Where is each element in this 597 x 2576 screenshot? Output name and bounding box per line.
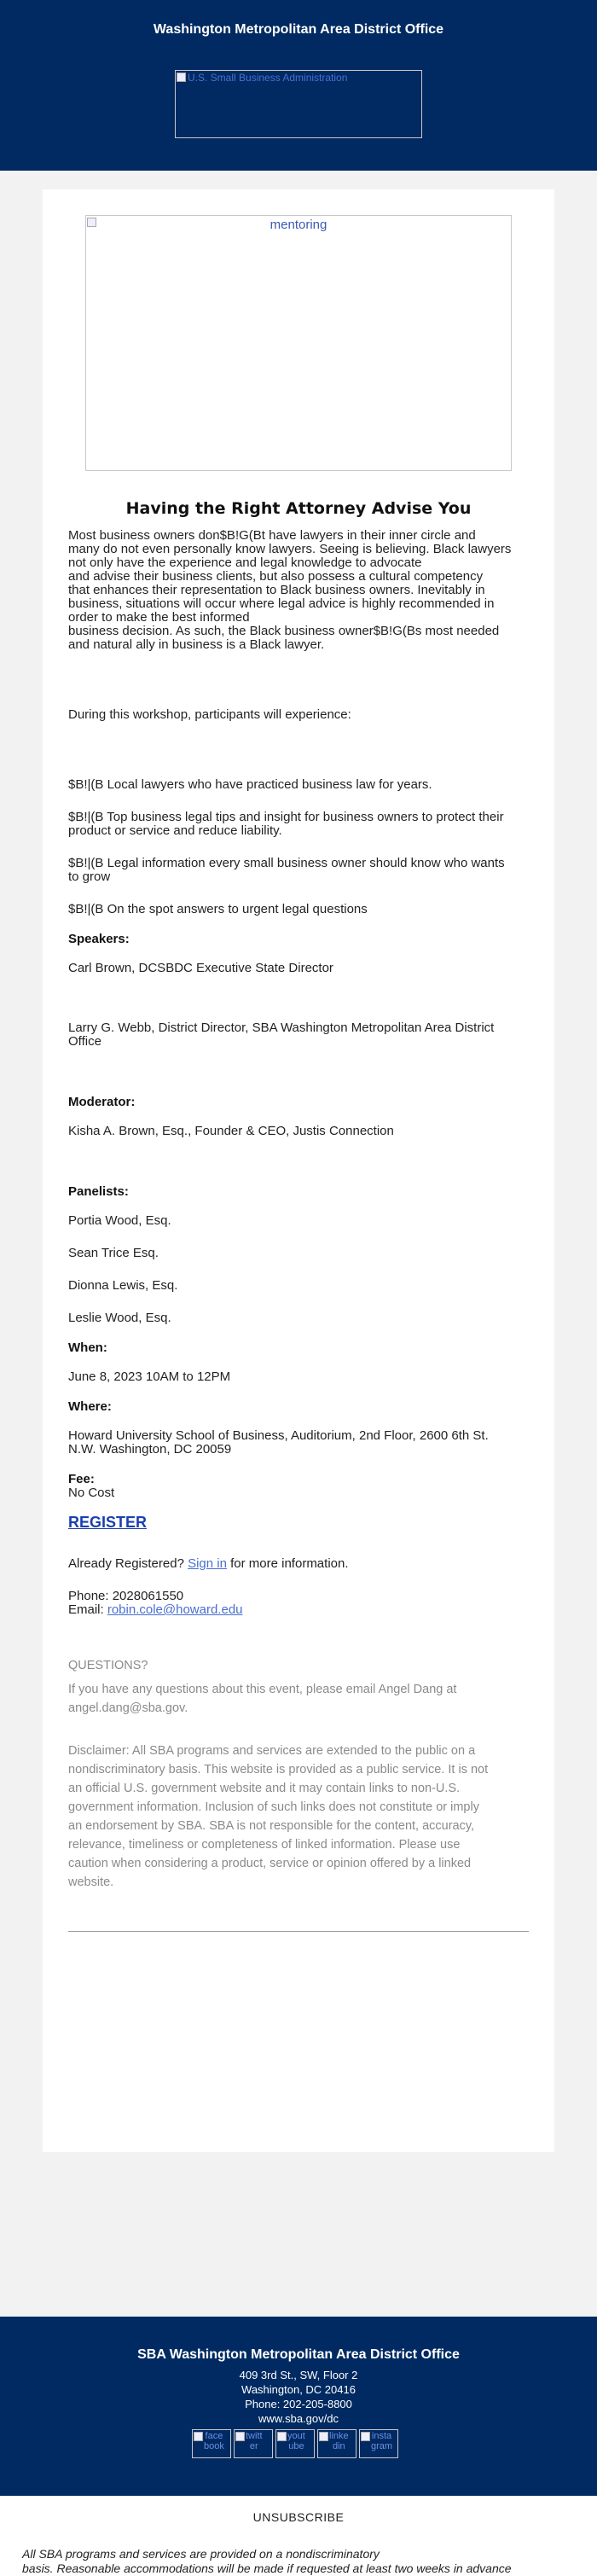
intro-line: and advise their business clients, but also possess a cultural competency [68,569,484,584]
twitter-label [246,2431,263,2451]
event-date: June 8, 2023 10AM to 12PM [68,1369,231,1384]
linkedin-label [329,2431,349,2451]
speaker-carl-brown: Carl Brown, DCSBDC Executive State Director [68,961,333,975]
bullet-text: product or service and reduce liability. [68,823,282,838]
divider [68,1931,529,1932]
panelist-item: Dionna Lewis, Esq. [68,1278,178,1293]
sba-logo-image[interactable] [175,70,422,138]
label-line: er [249,2441,258,2451]
intro-line: many do not even personally know lawyers. Seeing is believing. Black lawyers [68,542,512,556]
bullet-text: $B!|(B On the spot answers to urgent legal questions [68,902,368,916]
footer-address-1: 409 3rd St., SW, Floor 2 [239,2369,358,2381]
bottom-disclaimer-line: All SBA programs and services are provided on a nondiscriminatory [22,2547,380,2561]
broken-image-icon [177,73,186,82]
mentoring-alt-text: mentoring [270,218,327,232]
workshop-lead: During this workshop, participants will experience: [68,707,351,722]
already-registered [68,1557,529,1571]
sign-in-link[interactable]: Sign in [188,1556,227,1571]
moderator-label: Moderator: [68,1095,136,1109]
fee-value: No Cost [68,1486,115,1500]
header-banner [0,0,597,171]
moderator-name: Kisha A. Brown, Esq., Founder & CEO, Justis Connection [68,1124,394,1138]
bullet-item [68,778,529,792]
footer [0,2317,597,2496]
bullet-item [68,857,529,884]
event-location [68,1429,529,1457]
panelists-label: Panelists: [68,1184,129,1199]
broken-image-icon [87,218,96,227]
when-label: When: [68,1340,107,1355]
questions-line: angel.dang@sba.gov. [68,1701,188,1715]
label-line: ube [288,2441,304,2451]
broken-image-icon [194,2432,203,2441]
label-line: din [332,2441,345,2451]
speaker-line: Office [68,1034,101,1049]
bullet-item [68,811,529,838]
disclaimer-line: government information. Inclusion of such links does not constitute or imply [68,1800,479,1814]
intro-line: Most business owners don$B!G(Bt have lawyers in their inner circle and [68,528,476,543]
intro-line: business decision. As such, the Black business owner$B!G(Bs most needed [68,624,500,638]
register-link[interactable]: REGISTER [68,1514,148,1531]
panelist-item: Leslie Wood, Esq. [68,1311,171,1325]
broken-image-icon [319,2432,328,2441]
footer-title: SBA Washington Metropolitan Area District Office [137,2347,460,2362]
footer-website: www.sba.gov/dc [258,2412,339,2425]
intro-line: not only have the experience and legal knowledge to advocate [68,555,422,570]
broken-image-icon [235,2432,245,2441]
youtube-label [287,2431,305,2451]
speaker-larry-webb [68,1021,529,1049]
instagram-icon[interactable] [359,2429,398,2458]
twitter-icon[interactable] [234,2429,273,2458]
bottom-disclaimer-line: basis. Reasonable accommodations will be made if requested at least two weeks in advance [22,2561,512,2575]
facebook-icon[interactable] [192,2429,231,2458]
intro-line: and natural ally in business is a Black lawyer. [68,637,325,652]
speakers-label: Speakers: [68,932,130,946]
instagram-label [371,2431,392,2451]
already-registered-prefix: Already Registered? [68,1556,188,1571]
disclaimer-text [68,1742,529,1892]
panelist-item: Portia Wood, Esq. [68,1213,171,1228]
broken-image-icon [361,2432,370,2441]
mentoring-image [85,215,512,471]
intro-line: order to make the best informed [68,610,250,625]
bullet-text: $B!|(B Legal information every small business owner should know who wants [68,856,505,870]
disclaimer-line: caution when considering a product, service or opinion offered by a linked [68,1857,472,1870]
label-line: twitt [246,2431,263,2441]
sba-logo-alt-text: U.S. Small Business Administration [188,72,348,84]
where-label: Where: [68,1399,112,1414]
unsubscribe-link[interactable]: UNSUBSCRIBE [252,2510,345,2524]
location-line: Howard University School of Business, Auditorium, 2nd Floor, 2600 6th St. [68,1428,489,1443]
disclaimer-line: nondiscriminatory basis. This website is provided as a public service. It is not [68,1763,489,1776]
label-line: book [204,2441,224,2451]
intro-line: business, situations will occur where legal advice is highly recommended in [68,596,495,611]
disclaimer-line: website. [68,1875,114,1889]
contact-email [68,1603,529,1617]
bullet-text: to grow [68,869,111,884]
youtube-icon[interactable] [275,2429,315,2458]
disclaimer-line: Disclaimer: All SBA programs and services are extended to the public on a [68,1744,476,1758]
event-content [68,499,529,1932]
disclaimer-line: an official U.S. government website and it may contain links to non-U.S. [68,1782,461,1795]
event-title: Having the Right Attorney Advise You [125,499,472,518]
email-prefix: Email: [68,1602,107,1617]
facebook-label [204,2431,224,2451]
broken-image-icon [277,2432,287,2441]
footer-address-2: Washington, DC 20416 [241,2383,356,2396]
intro-paragraph [68,529,529,652]
location-line: N.W. Washington, DC 20059 [68,1442,232,1457]
bullet-text: $B!|(B Local lawyers who have practiced business law for years. [68,777,432,792]
questions-line: If you have any questions about this event, please email Angel Dang at [68,1683,457,1696]
linkedin-icon[interactable] [317,2429,356,2458]
label-line: yout [287,2431,305,2441]
disclaimer-line: relevance, timeliness or completeness of linked information. Please use [68,1838,461,1852]
already-registered-suffix: for more information. [226,1556,349,1571]
panelist-item: Sean Trice Esq. [68,1246,159,1260]
bottom-disclaimer [22,2547,568,2576]
label-line: gram [371,2441,393,2451]
email-link[interactable]: robin.cole@howard.edu [107,1602,243,1617]
questions-heading: QUESTIONS? [68,1659,148,1672]
label-line: face [205,2431,223,2441]
bullet-text: $B!|(B Top business legal tips and insight for business owners to protect their [68,810,504,824]
label-line: linke [329,2431,349,2441]
header-title: Washington Metropolitan Area District Office [153,22,444,37]
questions-text [68,1680,529,1718]
bullet-item [68,903,529,916]
footer-phone: Phone: 202-205-8800 [245,2398,352,2410]
intro-line: that enhances their representation to Black business owners. Inevitably in [68,583,485,597]
contact-phone: Phone: 2028061550 [68,1589,184,1603]
fee-label: Fee: [68,1472,95,1486]
disclaimer-line: an endorsement by SBA. SBA is not responsible for the content, accuracy, [68,1819,475,1833]
speaker-line: Larry G. Webb, District Director, SBA Washington Metropolitan Area District [68,1021,495,1035]
label-line: insta [371,2431,392,2441]
social-links [192,2429,398,2458]
